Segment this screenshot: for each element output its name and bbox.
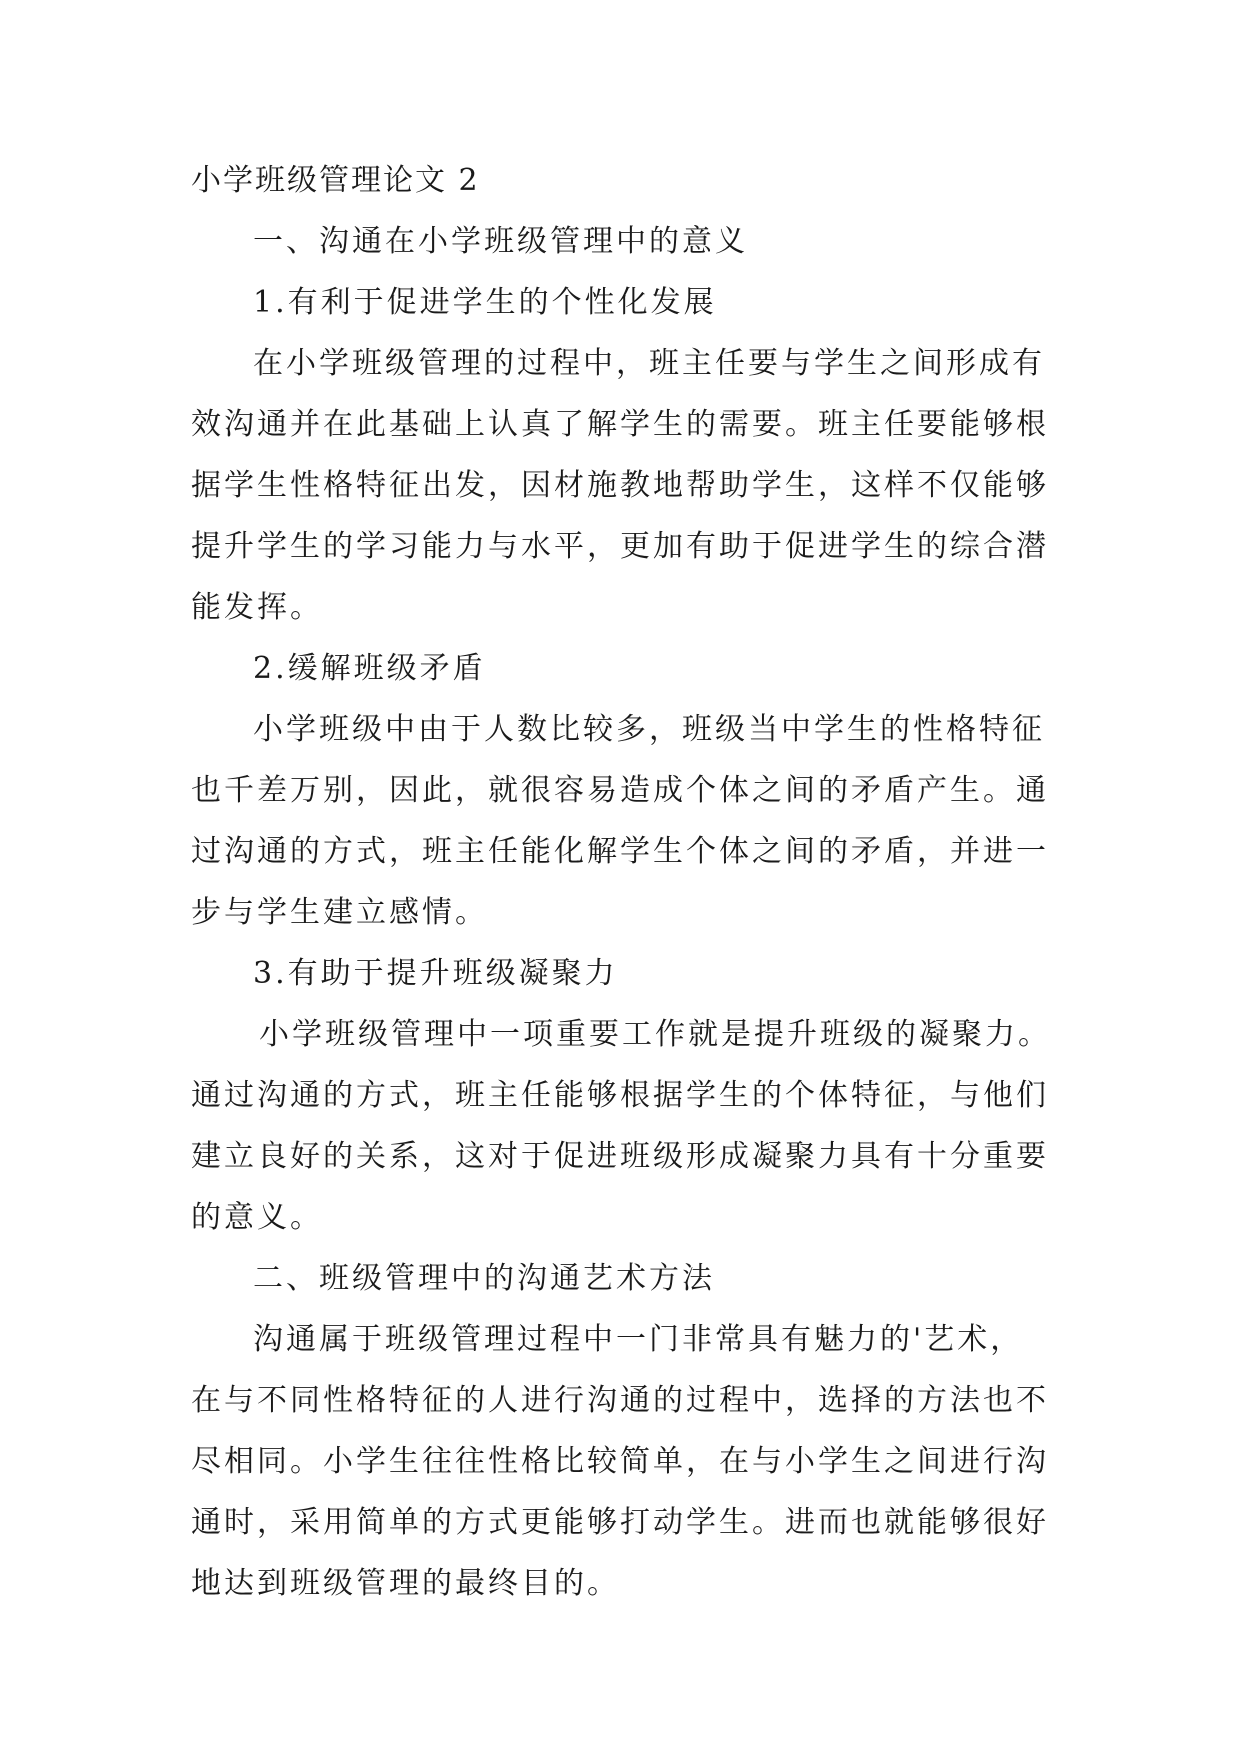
paragraph-line: 的意义。 [191,1200,323,1235]
paragraph-line: 过沟通的方式，班主任能化解学生个体之间的矛盾，并进一 [191,834,1049,869]
paragraph-line: 步与学生建立感情。 [191,895,488,930]
paragraph-line: 能发挥。 [191,590,323,625]
paragraph-line: 通时，采用简单的方式更能够打动学生。进而也就能够很好 [191,1505,1049,1540]
subheading-2: 2.缓解班级矛盾 [253,651,486,686]
paragraph-line: 沟通属于班级管理过程中一门非常具有魅力的'艺术， [253,1322,1024,1357]
paragraph-line: 通过沟通的方式，班主任能够根据学生的个体特征，与他们 [191,1078,1049,1113]
document-title: 小学班级管理论文 2 [191,163,480,198]
paragraph-line: 效沟通并在此基础上认真了解学生的需要。班主任要能够根 [191,407,1049,442]
subheading-3: 3.有助于提升班级凝聚力 [253,956,618,991]
paragraph-line: 尽相同。小学生往往性格比较简单，在与小学生之间进行沟 [191,1444,1049,1479]
subheading-1: 1.有利于促进学生的个性化发展 [253,285,717,320]
section-heading-2: 二、班级管理中的沟通艺术方法 [253,1261,715,1296]
paragraph-line: 地达到班级管理的最终目的。 [191,1566,620,1601]
paragraph-line: 建立良好的关系，这对于促进班级形成凝聚力具有十分重要 [191,1139,1049,1174]
paragraph-line: 小学班级管理中一项重要工作就是提升班级的凝聚力。 [259,1017,1051,1052]
section-heading-1: 一、沟通在小学班级管理中的意义 [253,224,748,259]
paragraph-line: 也千差万别，因此，就很容易造成个体之间的矛盾产生。通 [191,773,1049,808]
paragraph-line: 小学班级中由于人数比较多，班级当中学生的性格特征 [253,712,1045,747]
document-page [191,150,1051,1614]
paragraph-line: 在与不同性格特征的人进行沟通的过程中，选择的方法也不 [191,1383,1049,1418]
paragraph-line: 在小学班级管理的过程中，班主任要与学生之间形成有 [253,346,1045,381]
paragraph-line: 据学生性格特征出发，因材施教地帮助学生，这样不仅能够 [191,468,1049,503]
paragraph-line: 提升学生的学习能力与水平，更加有助于促进学生的综合潜 [191,529,1049,564]
